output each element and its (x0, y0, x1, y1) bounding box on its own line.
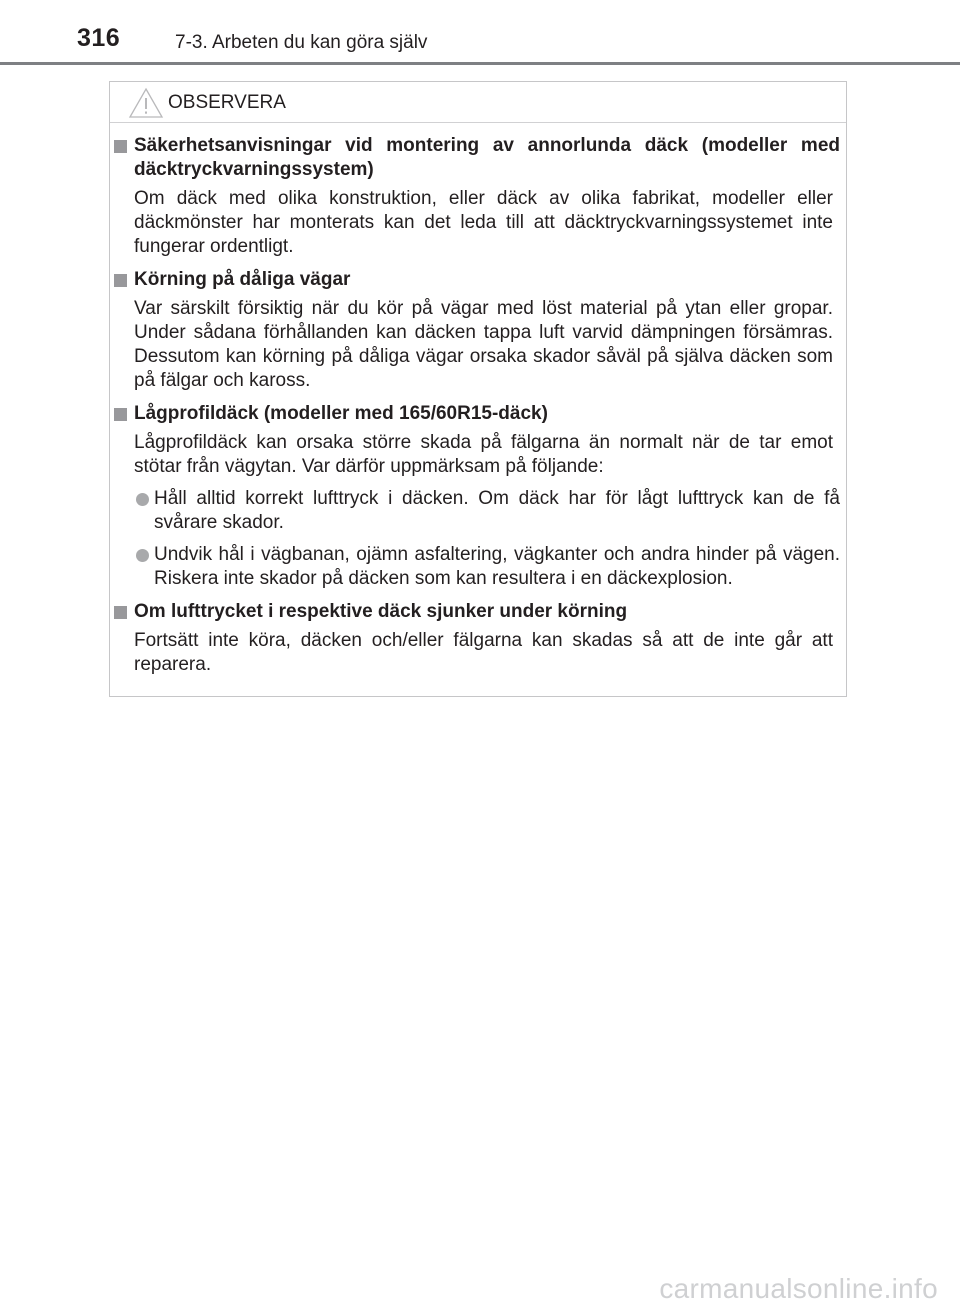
section-bad-roads (110, 268, 848, 393)
section-text: Var särskilt försiktig när du kör på vägar med löst material på ytan eller gropar. Under sådana förhållanden kan däcken tappa luft varvid dämpningen försämras. Dessutom kan körning på dåliga vägar orsaka skador såväl på själva däcken som på fälgar och kaross. (134, 298, 833, 391)
notice-box (109, 81, 847, 697)
square-bullet-icon (114, 140, 127, 153)
circle-bullet-icon (136, 493, 149, 506)
section-text: Lågprofildäck kan orsaka större skada på fälgarna än normalt när de tar emot stötar från vägytan. Var därför uppmärksam på följande: (134, 432, 833, 477)
section-title: Säkerhetsanvisningar vid montering av annorlunda däck (modeller med däcktryckvarningssystem) (134, 134, 840, 182)
page-header (0, 0, 960, 66)
notice-header (110, 82, 846, 123)
header-rule (0, 62, 960, 65)
section-title: Körning på dåliga vägar (134, 268, 840, 292)
section-text: Fortsätt inte köra, däcken och/eller fälgarna kan skadas så att de inte går att reparera. (134, 630, 833, 675)
square-bullet-icon (114, 408, 127, 421)
notice-body (110, 134, 848, 686)
list-item: Håll alltid korrekt lufttryck i däcken. Om däck har för lågt lufttryck kan de få svårare skador. (154, 487, 840, 535)
notice-title: OBSERVERA (168, 92, 286, 113)
chapter-title: 7-3. Arbeten du kan göra själv (175, 32, 428, 53)
list-item: Undvik hål i vägbanan, ojämn asfaltering, vägkanter och andra hinder på vägen. Riskera inte skador på däcken som kan resultera i en däckexplosion. (154, 543, 840, 591)
square-bullet-icon (114, 274, 127, 287)
section-low-profile (110, 402, 848, 591)
warning-triangle-icon (128, 87, 164, 119)
circle-bullet-icon (136, 549, 149, 562)
section-text: Om däck med olika konstruktion, eller däck av olika fabrikat, modeller eller däckmönster har monterats kan det leda till att däcktryckvarningssystemet inte fungerar ordentligt. (134, 188, 833, 257)
section-title: Lågprofildäck (modeller med 165/60R15-däck) (134, 402, 840, 426)
section-pressure-drop (110, 600, 848, 677)
section-tpms (110, 134, 848, 259)
section-title: Om lufttrycket i respektive däck sjunker under körning (134, 600, 840, 624)
watermark: carmanualsonline.info (659, 1273, 938, 1304)
bullet-list (110, 487, 848, 591)
page-number: 316 (77, 24, 121, 52)
square-bullet-icon (114, 606, 127, 619)
